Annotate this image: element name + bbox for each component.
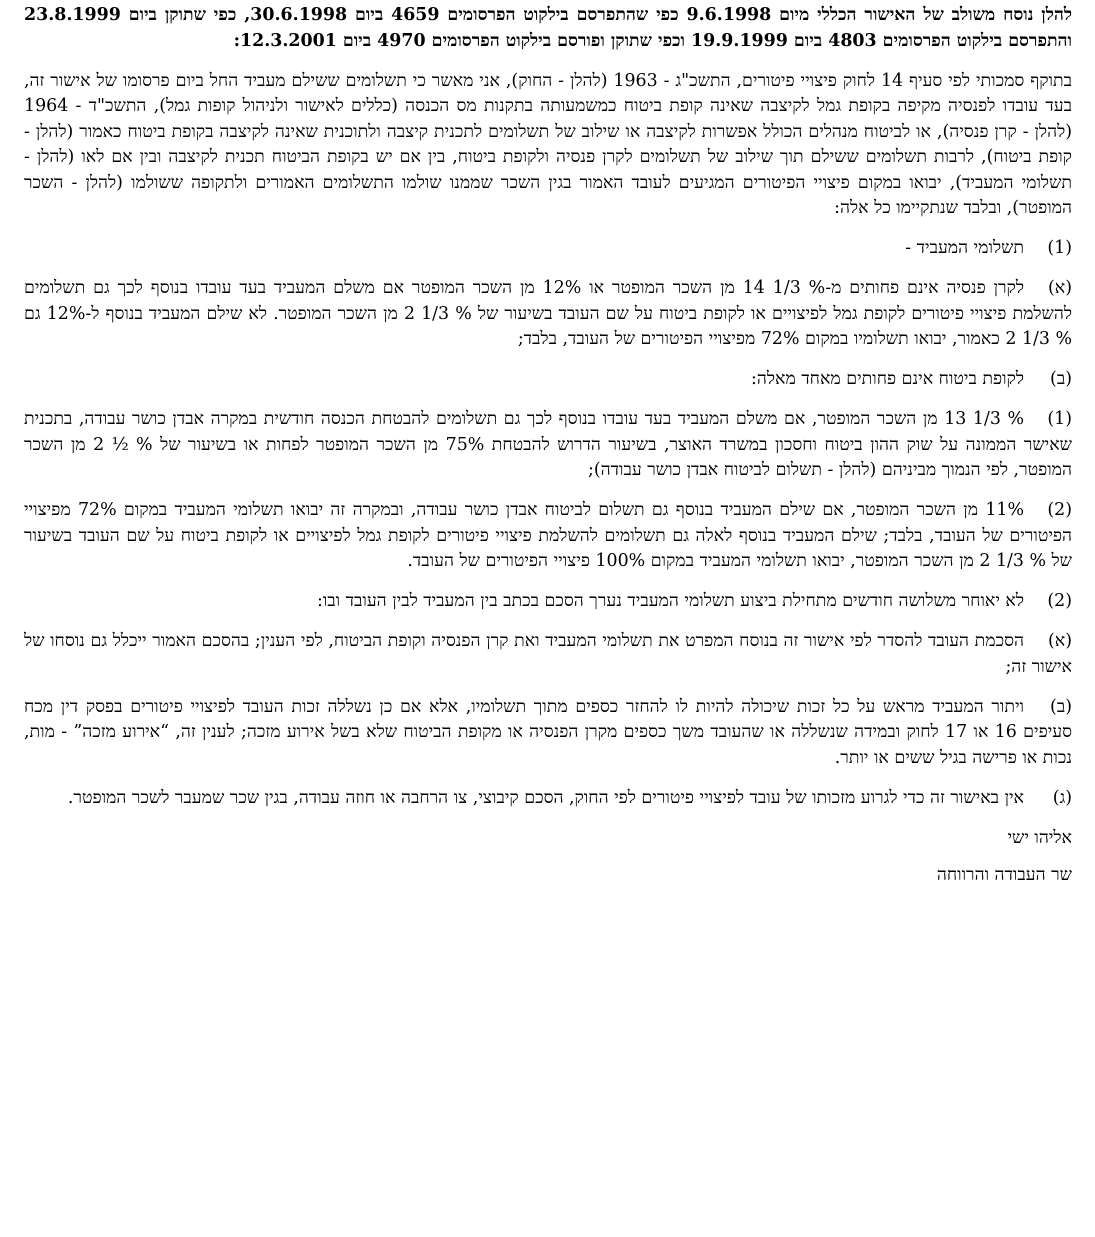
- clause-text: לא יאוחר משלושה חודשים מתחילת ביצוע תשלומי המעביד נערך הסכם בכתב בין המעביד לבין העובד ובו:: [316, 591, 1024, 611]
- clause-1a: [24, 276, 1072, 353]
- clause-1b-1: [24, 407, 1072, 484]
- main-paragraph: בתוקף סמכותי לפי סעיף 14 לחוק פיצויי פיטורים, התשכ"ג - 1963 (להלן - החוק), אני מאשר כי תשלומים ששילם מעביד החל ביום פרסומו של אישור זה, בעד עובדו לפנסיה מקיפה בקופת גמל לקיצבה שאינה קופת ביטוח כמשמעותה בתקנות מס הכנסה (כללים לאישור ולניהול קופות גמל), התשכ"ד - 1964 (להלן - קרן פנסיה), או לביטוח מנהלים הכולל אפשרות לקיצבה או שילוב של תשלומים לתכנית קיצבה ולתוכנית שאינה לקיצבה בקופת ביטוח כאמור (להלן - קופת ביטוח), לרבות תשלומים ששילם תוך שילוב של תשלומים לקרן פנסיה ולקופת ביטוח, בין אם יש בקופת הביטוח תכנית לקיצבה ובין אם לאו (להלן - תשלומי המעביד), יבואו במקום פיצויי הפיטורים המגיעים לעובד האמור בגין השכר שממנו שולמו התשלומים האמורים ולתקופה ששולמו (להלן - השכר המופטר), ובלבד שנתקיימו כל אלה:: [24, 70, 1072, 218]
- clause-text: ויתור המעביד מראש על כל זכות שיכולה להיות לו להחזר כספים מתוך תשלומיו, אלא אם כן נשללה זכות העובד לפיצויי פיטורים בפסק דין מכח סעיפים 16 או 17 לחוק ובמידה שנשללה או שהעובד משך כספים מקרן הפנסיה או מקופת הביטוח שלא בשל אירוע מזכה; לענין זה, “אירוע מזכה” - מות, נכות או פרישה בגיל ששים או יותר.: [24, 696, 1073, 768]
- intro-paragraph: להלן נוסח משולב של האישור הכללי מיום 9.6.1998 כפי שהתפרסם בילקוט הפרסומים 4659 ביום 30.6.1998, כפי שתוקן ביום 23.8.1999 והתפרסם בילקוט הפרסומים 4803 ביום 19.9.1999 וכפי שתוקן ופורסם בילקוט הפרסומים 4970 ביום 12.3.2001:: [24, 5, 1072, 51]
- clause-marker: (1): [1047, 409, 1073, 429]
- clause-2b: [24, 695, 1072, 772]
- clause-marker: (ב): [1050, 696, 1072, 717]
- clause-marker: (ג): [1052, 787, 1072, 808]
- clause-marker: (2): [1047, 500, 1072, 520]
- clause-2: [24, 589, 1072, 615]
- clause-text: לקופת ביטוח אינם פחותים מאחד מאלה:: [751, 369, 1024, 389]
- clause-marker: (ב): [1050, 369, 1072, 389]
- signature-title: שר העבודה והרווחה: [936, 865, 1072, 885]
- signature-name: אליהו ישי: [1007, 827, 1072, 848]
- clause-text: אין באישור זה כדי לגרוע מזכותו של עובד לפיצויי פיטורים לפי החוק, הסכם קיבוצי, צו הרחבה או חוזה עבודה, בגין שכר שמעבר לשכר המופטר.: [67, 787, 1024, 808]
- clause-text: הסכמת העובד להסדר לפי אישור זה בנוסח המפרט את תשלומי המעביד ואת קרן הפנסיה וקופת הביטוח, לפי הענין; בהסכם האמור ייכלל גם נוסחו של אישור זה;: [24, 631, 1072, 677]
- clause-marker: (1): [1047, 238, 1072, 258]
- clause-1b-2: [24, 498, 1072, 575]
- clause-2c: [24, 786, 1072, 812]
- clause-text: לקרן פנסיה אינם פחותים מ-% 1/3 14 מן השכר המופטר או 12% מן השכר המופטר אם משלם המעביד בעד עובדו בנוסף לכך גם תשלומים להשלמת פיצויי פיטורים לקופת גמל לפיצויים או לקופת ביטוח על שם העובד בשיעור של % 1/3 2 מן השכר המופטר. לא שילם המעביד בנוסף ל-12% גם % 1/3 2 כאמור, יבואו תשלומיו במקום 72% מפיצויי הפיטורים של העובד, בלבד;: [24, 278, 1072, 349]
- clause-marker: (2): [1047, 591, 1072, 611]
- clause-1: [24, 236, 1072, 262]
- clause-text: % 1/3 13 מן השכר המופטר, אם משלם המעביד בעד עובדו בנוסף לכך גם תשלומים להבטחת הכנסה חודשית במקרה אבדן כושר עבודה, בתכנית שאישר הממונה על שוק ההון ביטוח וחסכון במשרד האוצר, בשיעור הדרוש להבטחת 75% מן השכר המופטר לפחות או בשיעור של % ½ 2 מן השכר המופטר, לפי הנמוך מביניהם (להלן - תשלום לביטוח אבדן כושר עבודה);: [24, 409, 1072, 480]
- clause-marker: (א): [1047, 631, 1072, 651]
- clause-2a: [24, 629, 1072, 680]
- clause-text: 11% מן השכר המופטר, אם שילם המעביד בנוסף גם תשלום לביטוח אבדן כושר עבודה, ובמקרה זה יבואו תשלומי המעביד במקום 72% מפיצויי הפיטורים של העובד, בלבד; שילם המעביד בנוסף לאלה גם תשלומים להשלמת פיצויי פיטורים לקופת גמל לפיצויים או לקופת ביטוח על שם העובד בשיעור של % 1/3 2 מן השכר המופטר, יבואו תשלומי המעביד במקום 100% פיצויי הפיטורים של העובד.: [24, 500, 1072, 571]
- clause-1b: [24, 367, 1072, 393]
- clause-text: תשלומי המעביד -: [905, 238, 1024, 258]
- clause-marker: (א): [1047, 278, 1072, 298]
